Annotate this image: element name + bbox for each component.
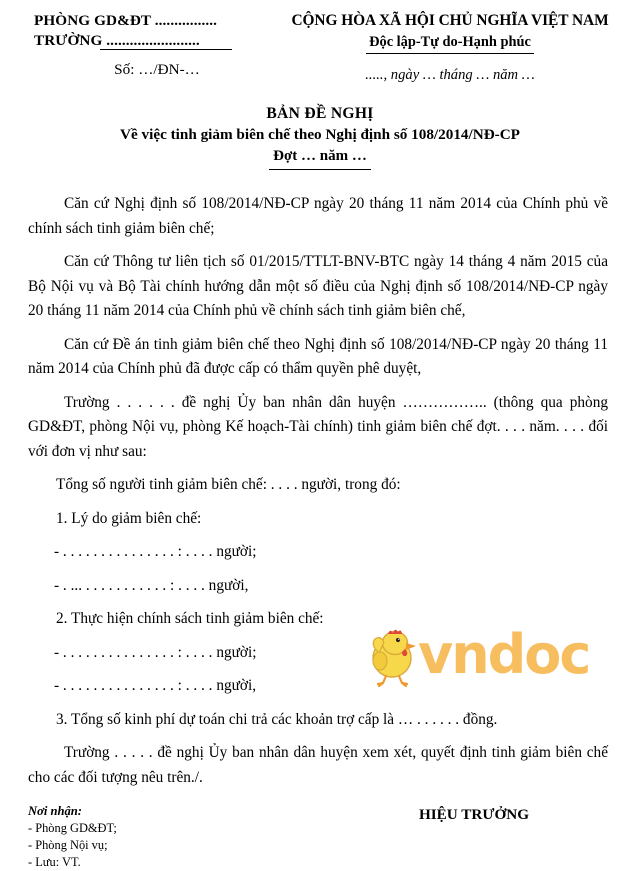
school-name-underline — [100, 49, 232, 50]
document-header — [0, 0, 640, 85]
total-count-line: Tổng số người tinh giảm biên chế: . . . . người, trong đó: — [56, 476, 401, 493]
document-subtitle: Về việc tinh giảm biên chế theo Nghị định số 108/2014/NĐ-CP — [120, 126, 520, 143]
national-title: CỘNG HÒA XÃ HỘI CHỦ NGHĨA VIỆT NAM — [291, 12, 609, 29]
paragraph-basis-2: Căn cứ Thông tư liên tịch số 01/2015/TTLT-BNV-BTC ngày 14 tháng 4 năm 2015 của Bộ Nội vụ và Bộ Tài chính hướng dẫn một số điều của Nghị định số 108/2014/NĐ-CP ngày 20 tháng 11 năm 2014 của Chính phủ về chính sách tinh giảm biên chế, — [28, 253, 608, 319]
school-name-text: TRƯỜNG ........................ — [34, 32, 200, 49]
section-1-entry-b: - . ... . . . . . . . . . . . : . . . . người, — [54, 576, 249, 594]
document-title-block — [0, 103, 640, 170]
section-2-entry-b: - . . . . . . . . . . . . . . . : . . . . người, — [54, 677, 257, 694]
section-2-heading: 2. Thực hiện chính sách tinh giảm biên chế: — [56, 610, 324, 627]
recipient-item: - Phòng GD&ĐT; — [28, 821, 117, 835]
document-round-line: Đợt … năm … — [269, 146, 371, 170]
school-name-line — [30, 31, 278, 51]
recipients-title: Nơi nhận: — [28, 804, 83, 818]
watermark-text: vndoc — [418, 623, 590, 686]
paragraph-basis-1: Căn cứ Nghị định số 108/2014/NĐ-CP ngày 20 tháng 11 năm 2014 của Chính phủ về chính sách tinh giảm biên chế; — [28, 195, 608, 237]
section-3-heading: 3. Tổng số kinh phí dự toán chi trả các khoản trợ cấp là … . . . . . . đồng. — [56, 710, 498, 728]
national-heading-block — [278, 11, 622, 85]
page-title: BẢN ĐỀ NGHỊ — [266, 105, 374, 122]
paragraph-request: Trường . . . . . . đề nghị Ủy ban nhân dân huyện …………….. (thông qua phòng GD&ĐT, phòng Nội vụ, phòng Kế hoạch-Tài chính) tinh giảm biên chế đợt. . . . năm. . . . đối với đơn vị như sau: — [28, 393, 608, 460]
document-number: Số: …/ĐN-… — [114, 61, 200, 78]
office-name-line: PHÒNG GD&ĐT ................ — [34, 12, 218, 29]
document-body — [0, 192, 640, 790]
paragraph-closing: Trường . . . . . đề nghị Ủy ban nhân dân huyện xem xét, quyết định tinh giảm biên chế cho các đối tượng nêu trên./. — [28, 744, 608, 786]
recipient-item: - Phòng Nội vụ; — [28, 838, 108, 852]
section-2-entry-a: - . . . . . . . . . . . . . . . : . . . . người; — [54, 643, 257, 661]
section-1-entry-a: - . . . . . . . . . . . . . . . : . . . . người; — [54, 543, 257, 560]
signer-title: HIỆU TRƯỞNG — [418, 806, 530, 823]
place-date-line: ....., ngày … tháng … năm … — [365, 67, 535, 83]
national-motto: Độc lập-Tự do-Hạnh phúc — [366, 32, 534, 54]
issuing-office-block — [30, 11, 278, 80]
recipient-item: - Lưu: VT. — [28, 855, 81, 869]
recipients-block — [28, 803, 358, 871]
section-1-heading: 1. Lý do giảm biên chế: — [56, 509, 202, 527]
document-footer — [0, 803, 640, 871]
paragraph-basis-3: Căn cứ Đề án tinh giảm biên chế theo Nghị định số 108/2014/NĐ-CP ngày 20 tháng 11 năm 2014 của Chính phủ đã được cấp có thẩm quyền phê duyệt, — [28, 335, 608, 377]
